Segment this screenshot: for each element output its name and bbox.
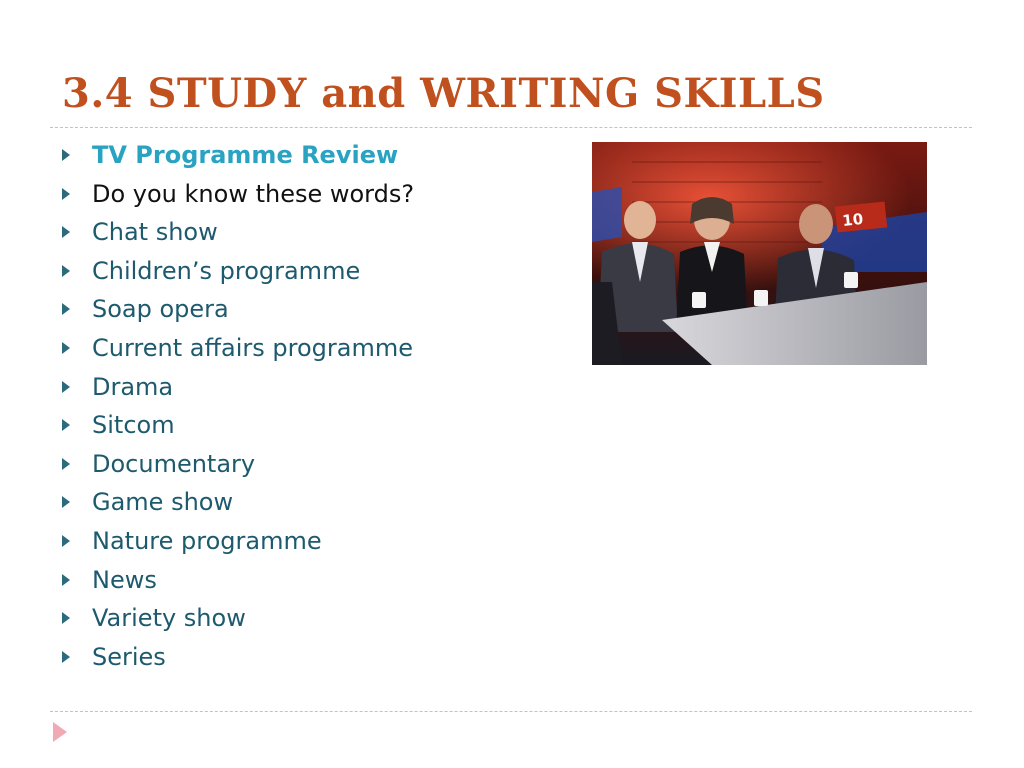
- bullet-item: [60, 291, 414, 330]
- bullet-text: News: [92, 565, 157, 594]
- corner-arrow-icon: [53, 722, 67, 742]
- bullet-item: [60, 369, 414, 408]
- bullet-text: TV Programme Review: [92, 141, 399, 169]
- bullet-text: Chat show: [92, 218, 218, 247]
- bullet-text: Do you know these words?: [92, 179, 415, 208]
- studio-screen-number: 10: [841, 209, 865, 230]
- bullet-text: Sitcom: [92, 411, 175, 440]
- bullet-item: [60, 446, 414, 485]
- bullet-marker-icon: [62, 381, 70, 393]
- bullet-marker-icon: [62, 188, 70, 200]
- bullet-text: Current affairs programme: [92, 333, 413, 362]
- bullet-marker-icon: [62, 265, 70, 277]
- bullet-text: Drama: [92, 372, 174, 401]
- bullet-text: Nature programme: [92, 526, 322, 555]
- bullet-marker-icon: [62, 535, 70, 547]
- bullet-item: [60, 484, 414, 523]
- bullet-marker-icon: [62, 574, 70, 586]
- top-divider: [50, 127, 972, 128]
- bullet-marker-icon: [62, 496, 70, 508]
- bullet-item-question: [60, 176, 414, 215]
- bullet-list: [60, 137, 414, 677]
- bullet-marker-icon: [62, 342, 70, 354]
- bullet-item: [60, 330, 414, 369]
- bullet-item: [60, 600, 414, 639]
- bullet-marker-icon: [62, 612, 70, 624]
- bullet-marker-icon: [62, 303, 70, 315]
- tv-studio-photo: [592, 142, 927, 365]
- bullet-item: [60, 639, 414, 678]
- bullet-item: [60, 523, 414, 562]
- bullet-item-heading: [60, 137, 414, 176]
- bullet-marker-icon: [62, 651, 70, 663]
- bullet-text: Variety show: [92, 604, 246, 633]
- slide-title: 3.4 STUDY and WRITING SKILLS: [62, 70, 825, 117]
- bullet-marker-icon: [62, 226, 70, 238]
- bullet-marker-icon: [62, 149, 70, 161]
- bullet-marker-icon: [62, 419, 70, 431]
- bullet-item: [60, 253, 414, 292]
- bottom-divider: [50, 711, 972, 712]
- bullet-text: Children’s programme: [92, 256, 361, 285]
- bullet-marker-icon: [62, 458, 70, 470]
- bullet-item: [60, 407, 414, 446]
- bullet-text: Soap opera: [92, 295, 229, 324]
- bullet-text: Series: [92, 642, 166, 671]
- tv-studio-illustration: [592, 142, 927, 365]
- bullet-item: [60, 562, 414, 601]
- bullet-text: Documentary: [92, 449, 256, 478]
- bullet-text: Game show: [92, 488, 234, 517]
- bullet-item: [60, 214, 414, 253]
